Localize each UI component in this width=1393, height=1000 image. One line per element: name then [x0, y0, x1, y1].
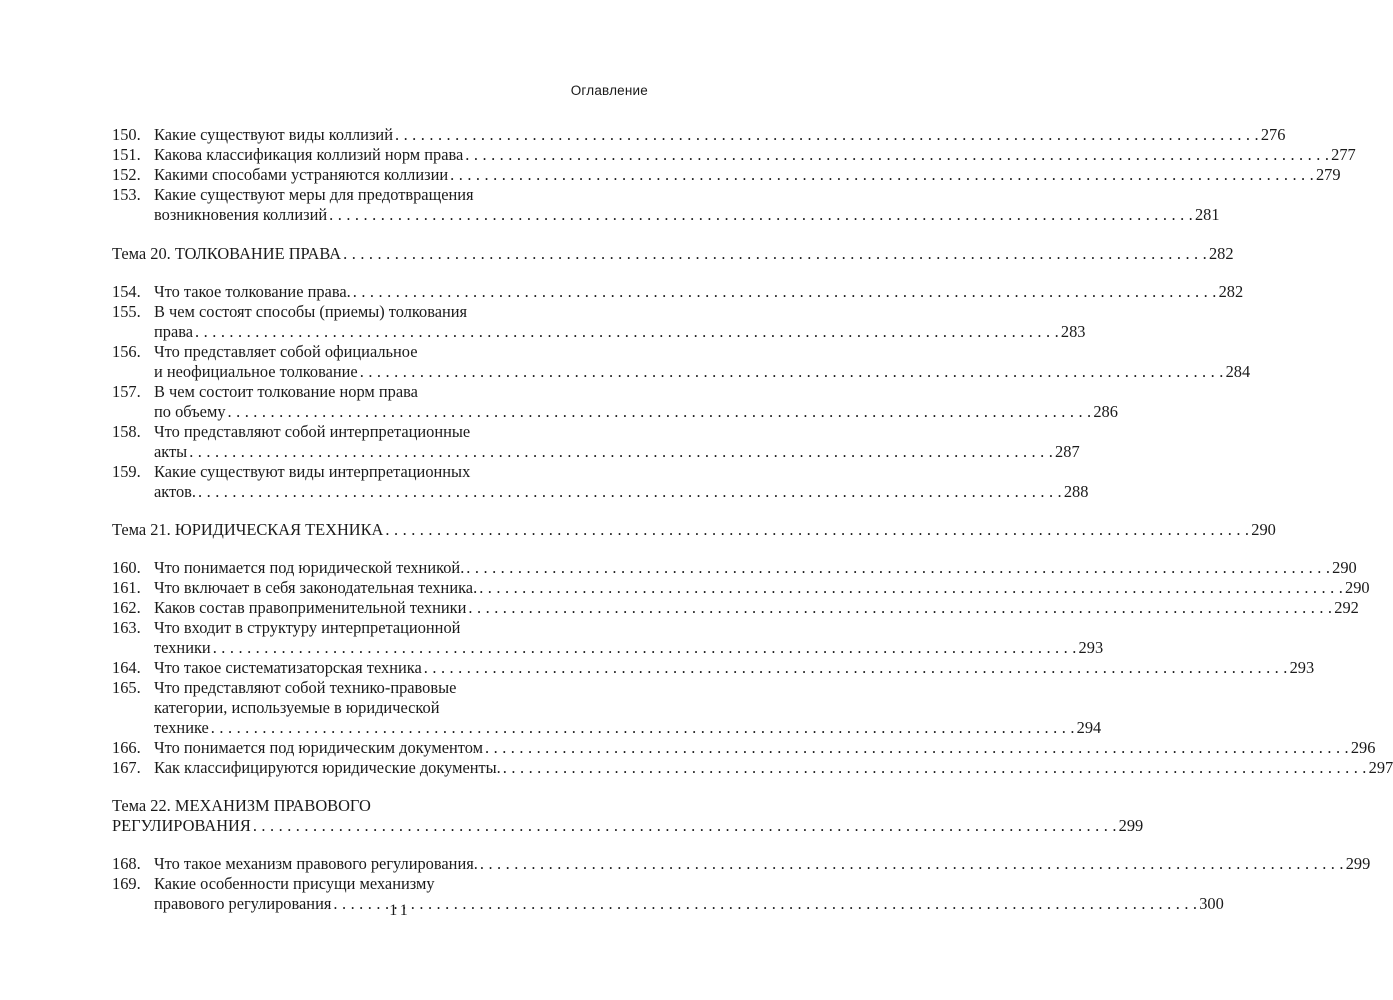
entry-title-line: Что входит в структуру интерпретационной — [154, 618, 461, 637]
entry-page-number: 277 — [1331, 145, 1356, 164]
entry-number: 150. — [112, 125, 141, 144]
dot-leader — [479, 578, 1343, 598]
dot-leader — [189, 442, 1053, 462]
entry-page-number: 279 — [1315, 165, 1341, 184]
entry-page-number: 283 — [1060, 322, 1086, 341]
topic-page-number: 290 — [1251, 520, 1276, 539]
entry-title-line: Что представляет собой официальное — [154, 342, 418, 361]
dot-leader — [211, 718, 1075, 738]
entry-title-line: Какова классификация коллизий норм права — [154, 145, 464, 164]
entry-number: 160. — [112, 558, 141, 577]
entry-title-line: правового регулирования — [154, 894, 332, 913]
entry-number: 168. — [112, 854, 141, 873]
entry-number: 151. — [112, 145, 141, 164]
entry-title-line: Что такое систематизаторская техника — [154, 658, 422, 677]
dot-leader — [424, 658, 1288, 678]
dot-leader — [329, 205, 1193, 225]
entry-title-line: Что включает в себя законодательная техника. — [154, 578, 478, 597]
dot-leader — [360, 362, 1224, 382]
toc-group — [112, 244, 1251, 502]
toc-entry[interactable] — [112, 422, 1080, 462]
dot-leader — [395, 125, 1259, 145]
dot-leader — [385, 520, 1249, 540]
entry-number: 156. — [112, 342, 141, 361]
toc-entry[interactable] — [112, 185, 1220, 225]
entry-page-number: 287 — [1055, 442, 1080, 461]
entry-number: 162. — [112, 598, 141, 617]
entry-title-line: В чем состоит толкование норм права — [154, 382, 418, 401]
toc-entry[interactable] — [112, 678, 1102, 738]
topic-title-line: Тема 20. ТОЛКОВАНИЕ ПРАВА — [112, 244, 342, 263]
toc-entry[interactable] — [112, 758, 1393, 778]
toc-entry[interactable] — [112, 738, 1376, 758]
topic-title-line: Тема 21. ЮРИДИЧЕСКАЯ ТЕХНИКА — [112, 520, 384, 539]
dot-leader — [468, 598, 1332, 618]
entry-page-number: 276 — [1260, 125, 1286, 144]
entry-title-line: Что понимается под юридическим документом — [154, 738, 484, 757]
entry-page-number: 293 — [1078, 638, 1104, 657]
dot-leader — [480, 854, 1344, 874]
topic-heading[interactable] — [112, 244, 1234, 264]
entry-page-number: 284 — [1225, 362, 1251, 381]
dot-leader — [450, 165, 1314, 185]
topic-heading[interactable] — [112, 796, 1144, 836]
table-of-contents — [112, 125, 1393, 914]
entry-page-number: 290 — [1345, 578, 1370, 597]
entry-page-number: 286 — [1093, 402, 1118, 421]
entry-number: 153. — [112, 185, 141, 204]
dot-leader — [466, 558, 1330, 578]
entry-number: 169. — [112, 874, 141, 893]
entry-number: 165. — [112, 678, 141, 697]
entry-page-number: 297 — [1368, 758, 1393, 777]
entry-page-number: 296 — [1350, 738, 1376, 757]
topic-title-line: Тема 22. МЕХАНИЗМ ПРАВОВОГО — [112, 796, 371, 815]
toc-entry[interactable] — [112, 658, 1315, 678]
entry-title-line: Что такое механизм правового регулирования. — [154, 854, 478, 873]
entry-title-line: В чем состоят способы (приемы) толкования — [154, 302, 468, 321]
dot-leader — [485, 738, 1349, 758]
running-head: Оглавление — [570, 83, 648, 98]
toc-entry[interactable] — [112, 302, 1086, 342]
dot-leader — [253, 816, 1117, 836]
entry-title-line: и неофициальное толкование — [154, 362, 358, 381]
entry-title-line: техники — [154, 638, 211, 657]
entry-title-line: актов. — [154, 482, 197, 501]
entry-title-line: Что понимается под юридической техникой. — [154, 558, 465, 577]
toc-entry[interactable] — [112, 165, 1341, 185]
entry-number: 158. — [112, 422, 141, 441]
entry-page-number: 288 — [1063, 482, 1089, 501]
dot-leader — [353, 282, 1217, 302]
entry-title-line: Что представляют собой интерпретационные — [154, 422, 471, 441]
entry-title-line: Как классифицируются юридические документы. — [154, 758, 501, 777]
entry-page-number: 294 — [1076, 718, 1102, 737]
toc-entry[interactable] — [112, 598, 1359, 618]
toc-entry[interactable] — [112, 462, 1089, 502]
entry-title-line: Что представляют собой технико-правовые — [154, 678, 457, 697]
toc-group — [112, 520, 1393, 778]
topic-page-number: 282 — [1208, 244, 1234, 263]
entry-title-line: технике — [154, 718, 209, 737]
entry-page-number: 281 — [1194, 205, 1220, 224]
entry-title-line: акты — [154, 442, 188, 461]
entry-title-line: возникновения коллизий — [154, 205, 328, 224]
dot-leader — [195, 322, 1059, 342]
entry-number: 164. — [112, 658, 141, 677]
dot-leader — [198, 482, 1062, 502]
entry-title-line: Что такое толкование права. — [154, 282, 351, 301]
entry-page-number: 300 — [1199, 894, 1224, 913]
entry-number: 154. — [112, 282, 141, 301]
entry-number: 152. — [112, 165, 141, 184]
page-number: 11 — [389, 902, 411, 919]
entry-page-number: 293 — [1289, 658, 1315, 677]
entry-title-line: Какие существуют виды интерпретационных — [154, 462, 471, 481]
dot-leader — [465, 145, 1329, 165]
topic-heading[interactable] — [112, 520, 1276, 540]
toc-entry[interactable] — [112, 854, 1371, 874]
toc-group — [112, 125, 1356, 225]
entry-number: 159. — [112, 462, 141, 481]
entry-title-line: Каков состав правоприменительной техники — [154, 598, 467, 617]
entry-number: 163. — [112, 618, 141, 637]
entry-title-line: по объему — [154, 402, 226, 421]
entry-page-number: 292 — [1334, 598, 1359, 617]
entry-title-line: Какие особенности присущи механизму — [154, 874, 435, 893]
toc-entry[interactable] — [112, 382, 1118, 422]
dot-leader — [503, 758, 1367, 778]
entry-number: 167. — [112, 758, 141, 777]
toc-entry[interactable] — [112, 558, 1357, 578]
toc-entry[interactable] — [112, 282, 1244, 302]
entry-page-number: 290 — [1332, 558, 1357, 577]
dot-leader — [228, 402, 1092, 422]
entry-number: 157. — [112, 382, 141, 401]
toc-entry[interactable] — [112, 618, 1104, 658]
entry-title-line: Какие существуют меры для предотвращения — [154, 185, 474, 204]
toc-entry[interactable] — [112, 342, 1251, 382]
toc-entry[interactable] — [112, 145, 1356, 165]
entry-title-line: права — [154, 322, 194, 341]
entry-number: 166. — [112, 738, 141, 757]
toc-entry[interactable] — [112, 125, 1286, 145]
dot-leader — [343, 244, 1207, 264]
topic-title-line: РЕГУЛИРОВАНИЯ — [112, 816, 251, 835]
entry-title-line: Какие существуют виды коллизий — [154, 125, 393, 144]
entry-number: 161. — [112, 578, 141, 597]
toc-entry[interactable] — [112, 578, 1370, 598]
topic-page-number: 299 — [1118, 816, 1144, 835]
entry-title-line: Какими способами устраняются коллизии — [154, 165, 449, 184]
entry-page-number: 299 — [1345, 854, 1371, 873]
dot-leader — [213, 638, 1077, 658]
entry-number: 155. — [112, 302, 141, 321]
toc-group — [112, 796, 1371, 914]
entry-page-number: 282 — [1218, 282, 1244, 301]
entry-title-line: категории, используемые в юридической — [154, 698, 440, 717]
